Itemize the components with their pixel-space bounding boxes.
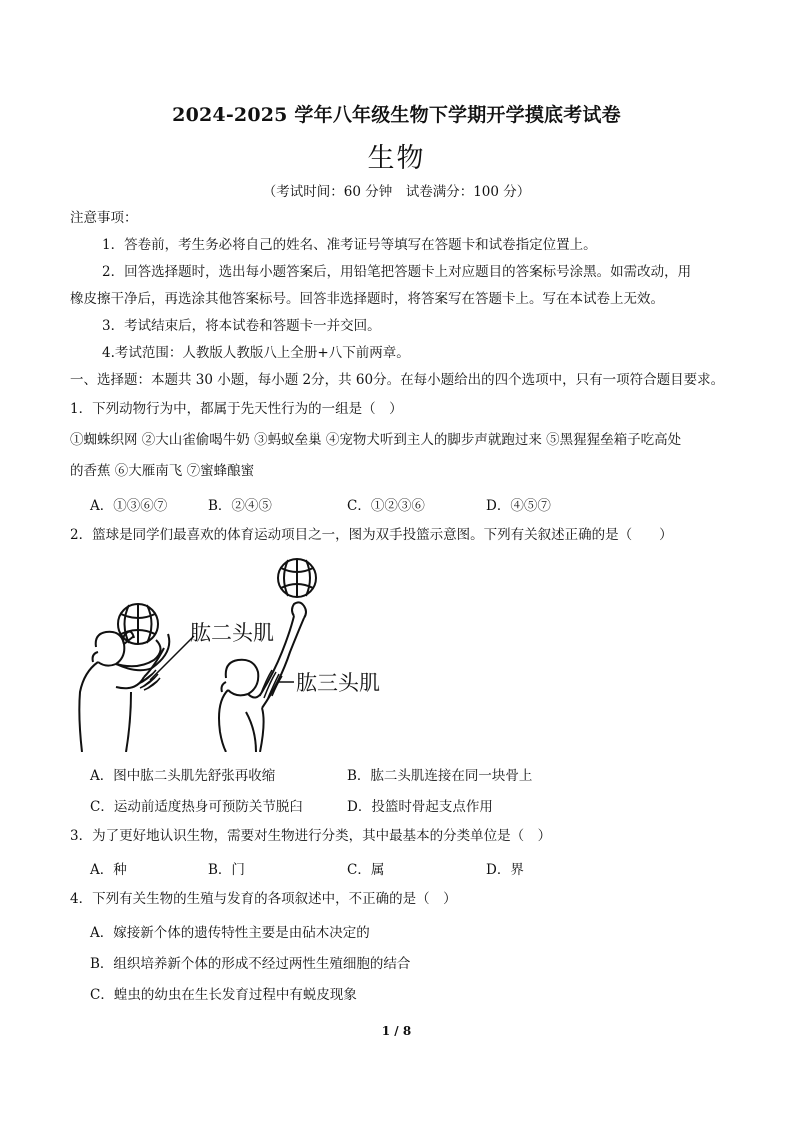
question-stem: 1．下列动物行为中，都属于先天性行为的一组是（ ） bbox=[70, 401, 403, 417]
option-d: D．界 bbox=[486, 862, 524, 878]
biceps-label: 肱二头肌 bbox=[190, 621, 274, 645]
page-number: 1 / 8 bbox=[381, 1024, 412, 1038]
notice-item: 4.考试范围：人教版人教版八上全册+八下前两章。 bbox=[102, 345, 410, 361]
notice-item: 1．答卷前，考生务必将自己的姓名、准考证号等填写在答题卡和试卷指定位置上。 bbox=[102, 237, 597, 253]
notice-heading: 注意事项： bbox=[70, 210, 138, 226]
option-c: C．蝗虫的幼虫在生长发育过程中有蜕皮现象 bbox=[90, 987, 357, 1003]
question-text: ①蜘蛛织网 ②大山雀偷喝牛奶 ③蚂蚁垒巢 ④宠物犬听到主人的脚步声就跑过来 ⑤黑猩猩垒箱子吃高处 bbox=[70, 432, 682, 448]
option-a: A．种 bbox=[90, 862, 127, 878]
question-stem: 4．下列有关生物的生殖与发育的各项叙述中，不正确的是（ ） bbox=[70, 891, 457, 907]
notice-item: 2．回答选择题时，选出每小题答案后，用铅笔把答题卡上对应题目的答案标号涂黑。如需改动，用 bbox=[102, 264, 692, 280]
notice-item: 3．考试结束后，将本试卷和答题卡一并交回。 bbox=[102, 318, 381, 334]
option-b: B．肱二头肌连接在同一块骨上 bbox=[347, 768, 533, 784]
option-b: B．门 bbox=[208, 862, 245, 878]
option-a: A．图中肱二头肌先舒张再收缩 bbox=[90, 768, 276, 784]
option-c: C．属 bbox=[347, 862, 385, 878]
basketball-shooting-figure bbox=[76, 552, 416, 752]
option-c: C．①②③⑥ bbox=[347, 498, 425, 514]
notice-item: 橡皮擦干净后，再选涂其他答案标号。回答非选择题时，将答案写在答题卡上。写在本试卷上无效。 bbox=[70, 291, 664, 307]
option-a: A．①③⑥⑦ bbox=[90, 498, 168, 514]
triceps-label: 肱三头肌 bbox=[296, 671, 380, 695]
option-b: B．②④⑤ bbox=[208, 498, 272, 514]
option-b: B．组织培养新个体的形成不经过两性生殖细胞的结合 bbox=[90, 956, 411, 972]
subject-title: 生物 bbox=[367, 143, 426, 174]
exam-time-info: （考试时间：60 分钟 试卷满分：100 分） bbox=[262, 184, 531, 200]
section-heading: 一、选择题：本题共 30 小题，每小题 2分，共 60分。在每小题给出的四个选项中，只有一项符合题目要求。 bbox=[70, 372, 725, 388]
basketball-icon bbox=[278, 559, 316, 597]
question-text: 的香蕉 ⑥大雁南飞 ⑦蜜蜂酿蜜 bbox=[70, 463, 255, 479]
question-stem: 2．篮球是同学们最喜欢的体育运动项目之一，图为双手投篮示意图。下列有关叙述正确的是（ ） bbox=[70, 527, 673, 543]
exam-title: 2024-2025 学年八年级生物下学期开学摸底考试卷 bbox=[172, 104, 621, 126]
option-a: A．嫁接新个体的遗传特性主要是由砧木决定的 bbox=[90, 925, 370, 941]
player-left bbox=[79, 632, 169, 752]
option-d: D．投篮时骨起支点作用 bbox=[347, 799, 493, 815]
question-stem: 3．为了更好地认识生物，需要对生物进行分类，其中最基本的分类单位是（ ） bbox=[70, 828, 552, 844]
option-d: D．④⑤⑦ bbox=[486, 498, 551, 514]
option-c: C．运动前适度热身可预防关节脱臼 bbox=[90, 799, 303, 815]
